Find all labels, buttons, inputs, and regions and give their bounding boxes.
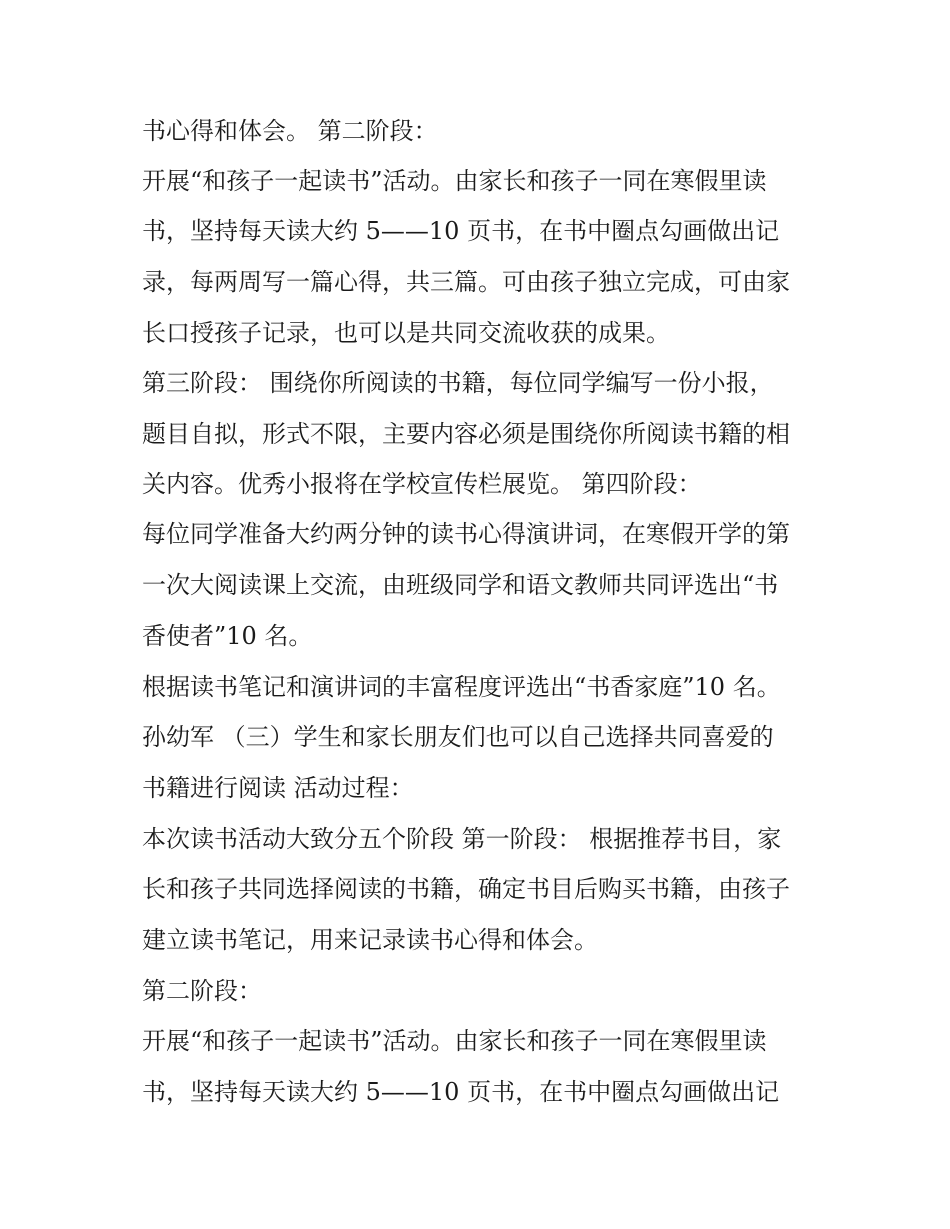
- text-line: 关内容。优秀小报将在学校宣传栏展览。 第四阶段：: [142, 470, 702, 498]
- text-line: 开展“和孩子一起读书”活动。由家长和孩子一同在寒假里读: [142, 167, 767, 195]
- text-line: 每位同学准备大约两分钟的读书心得演讲词，在寒假开学的第: [142, 520, 790, 548]
- text-line: 一次大阅读课上交流，由班级同学和语文教师共同评选出“书: [142, 571, 779, 599]
- text-line: 孙幼军 （三）学生和家长朋友们也可以自己选择共同喜爱的: [142, 723, 774, 751]
- text-line: 本次读书活动大致分五个阶段 第一阶段： 根据推荐书目，家: [142, 825, 782, 853]
- text-line: 第三阶段： 围绕你所阅读的书籍，每位同学编写一份小报，: [142, 369, 774, 397]
- text-line: 第二阶段：: [142, 977, 262, 1005]
- text-line: 题目自拟，形式不限，主要内容必须是围绕你所阅读书籍的相: [142, 420, 790, 448]
- text-line: 书，坚持每天读大约 5——10 页书，在书中圈点勾画做出记: [142, 1078, 780, 1106]
- text-line: 长口授孩子记录，也可以是共同交流收获的成果。: [142, 319, 670, 347]
- text-line: 开展“和孩子一起读书”活动。由家长和孩子一同在寒假里读: [142, 1027, 767, 1055]
- text-line: 建立读书笔记，用来记录读书心得和体会。: [142, 926, 598, 954]
- text-line: 书心得和体会。 第二阶段：: [142, 117, 438, 145]
- text-line: 书籍进行阅读 活动过程：: [142, 774, 414, 802]
- text-line: 录，每两周写一篇心得，共三篇。可由孩子独立完成，可由家: [142, 268, 790, 296]
- text-line: 长和孩子共同选择阅读的书籍，确定书目后购买书籍，由孩子: [142, 875, 790, 903]
- text-line: 书，坚持每天读大约 5——10 页书，在书中圈点勾画做出记: [142, 217, 780, 245]
- text-line: 根据读书笔记和演讲词的丰富程度评选出“书香家庭”10 名。: [142, 673, 781, 701]
- text-line: 香使者”10 名。: [142, 622, 313, 650]
